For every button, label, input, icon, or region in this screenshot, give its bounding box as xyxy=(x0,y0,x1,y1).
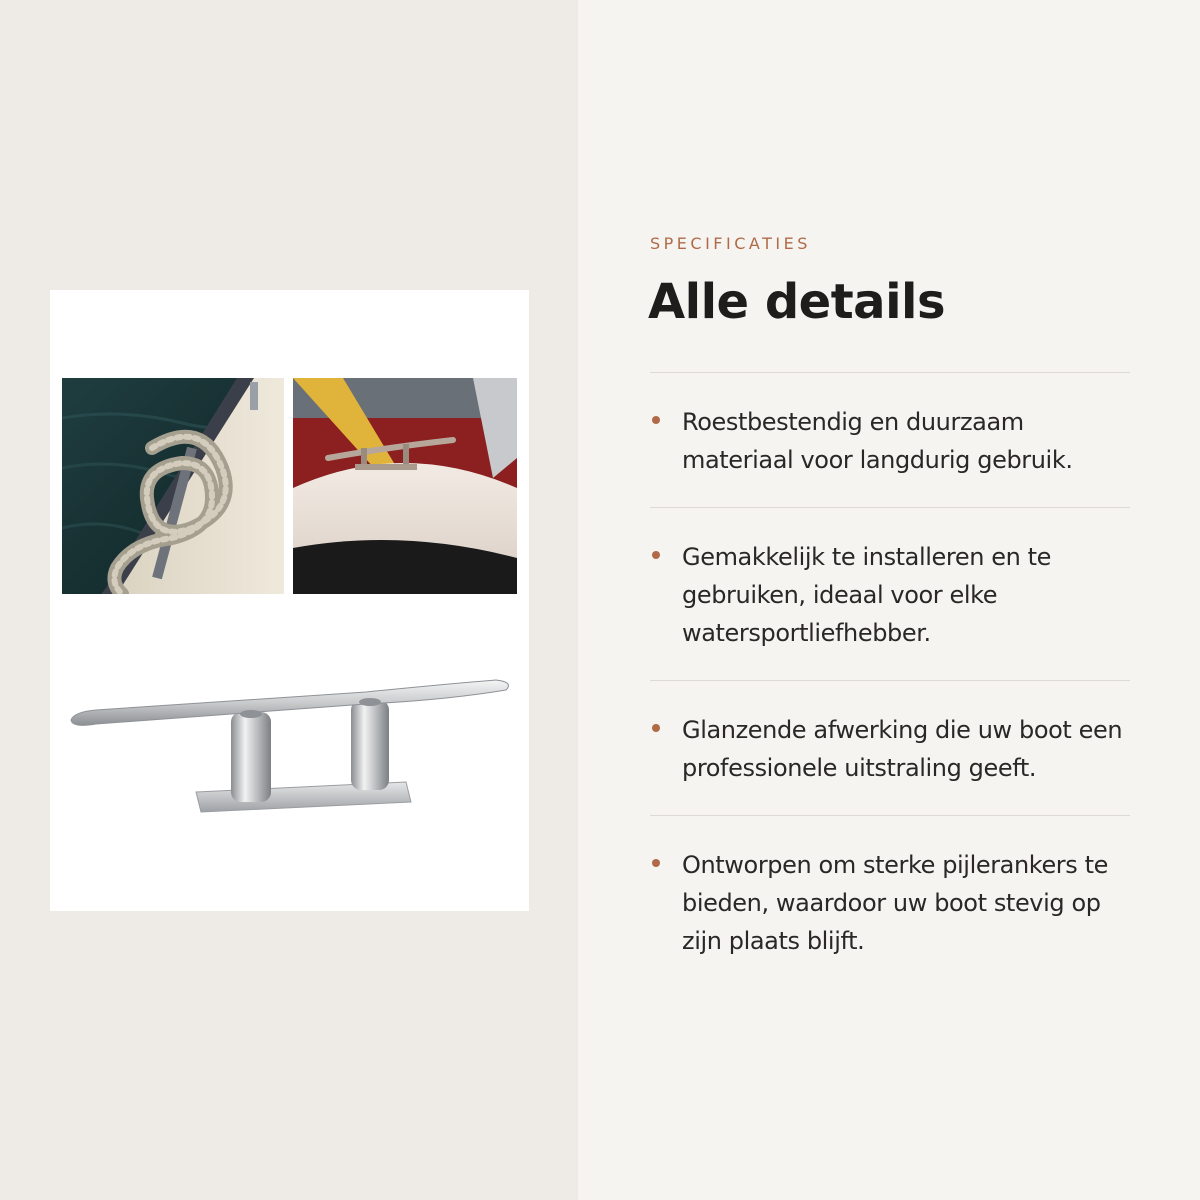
bullet-dot-icon xyxy=(652,416,660,424)
spec-text: Roestbestendig en duurzaam materiaal voor langdurig gebruik. xyxy=(682,408,1073,474)
bullet-dot-icon xyxy=(652,859,660,867)
left-panel xyxy=(0,0,578,1200)
spec-item xyxy=(650,373,1130,508)
section-eyebrow: SPECIFICATIES xyxy=(650,234,811,253)
spec-item xyxy=(650,508,1130,681)
specifications-panel xyxy=(578,0,1200,1200)
spec-item xyxy=(650,681,1130,816)
spec-text: Glanzende afwerking die uw boot een professionele uitstraling geeft. xyxy=(682,716,1123,782)
spec-text: Gemakkelijk te installeren en te gebruiken, ideaal voor elke watersportliefhebber. xyxy=(682,543,1052,647)
bullet-dot-icon xyxy=(652,551,660,559)
stainless-steel-cleat-product-photo xyxy=(66,642,516,822)
spec-item xyxy=(650,816,1130,988)
bullet-dot-icon xyxy=(652,724,660,732)
product-image-card xyxy=(50,290,529,911)
spec-text: Ontworpen om sterke pijlerankers te bieden, waardoor uw boot stevig op zijn plaats blijft. xyxy=(682,851,1108,955)
rope-on-cleat-photo xyxy=(62,378,284,594)
section-title: Alle details xyxy=(648,274,946,330)
cleat-on-boat-deck-photo xyxy=(293,378,517,594)
spec-list xyxy=(650,372,1130,988)
